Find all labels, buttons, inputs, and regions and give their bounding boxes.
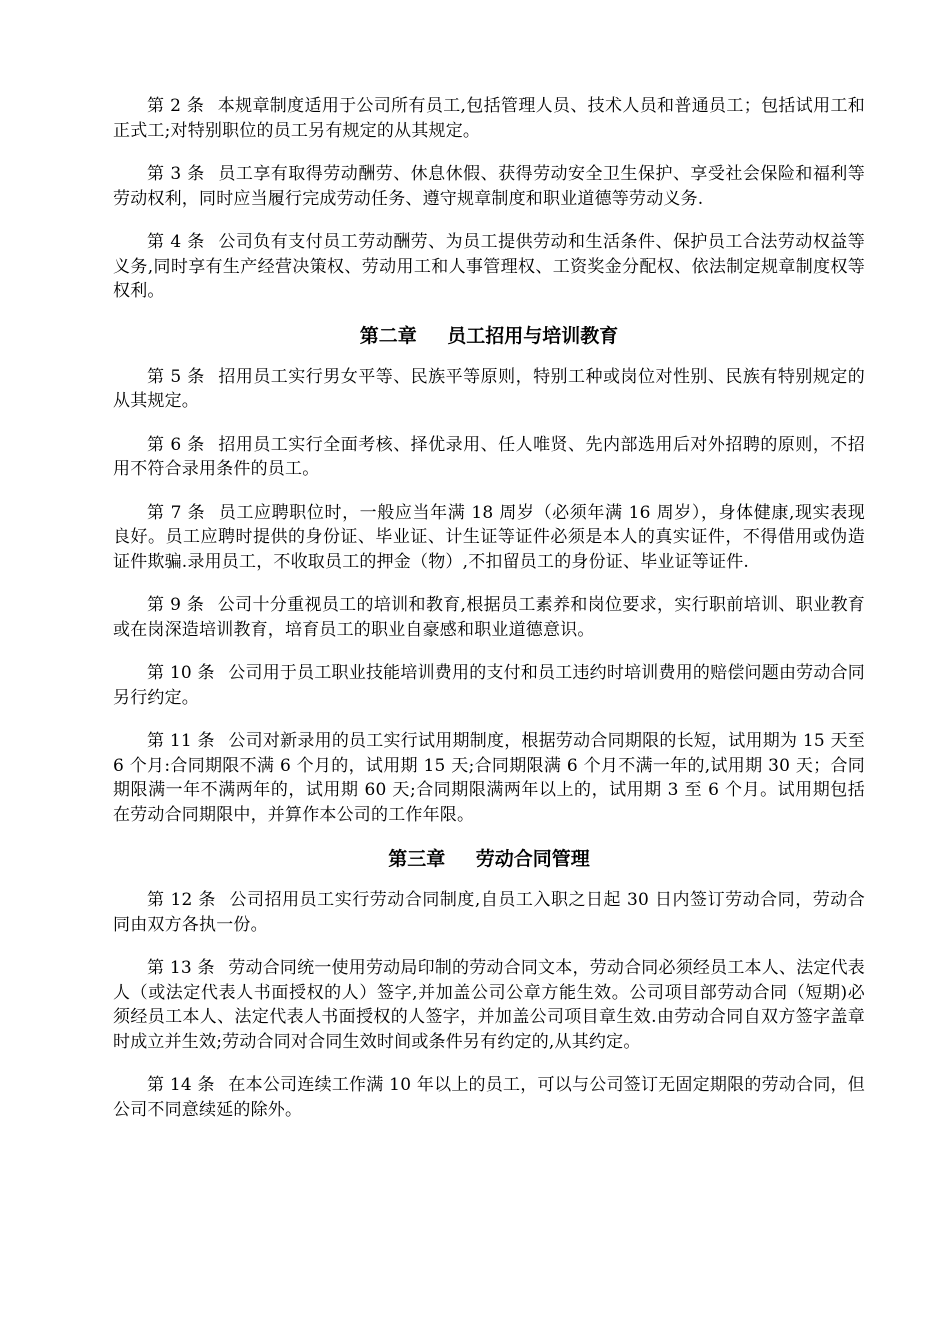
article-text: 公司招用员工实行劳动合同制度,自员工入职之日起 30 日内签订劳动合同，劳动合同由双方各执一份。	[113, 890, 865, 935]
chapter-number: 第二章	[359, 324, 417, 347]
chapter-2-heading	[113, 323, 865, 349]
article-text: 员工应聘职位时，一般应当年满 18 周岁（必须年满 16 周岁），身体健康,现实表现良好。员工应聘时提供的身份证、毕业证、计生证等证件必须是本人的真实证件，不得借用或伪造证件欺骗.录用员工，不收取员工的押金（物）,不扣留员工的身份证、毕业证等证件.	[113, 502, 865, 572]
article-text: 公司对新录用的员工实行试用期制度，根据劳动合同期限的长短，试用期为 15 天至 6 个月:合同期限不满 6 个月的，试用期 15 天;合同期限满 6 个月不满一年的,试用期 30 天；合同期限满一年不满两年的，试用期 60 天;合同期限满两年以上的，试用期 3 至 6 个月。试用期包括在劳动合同期限中，并算作本公司的工作年限。	[113, 731, 865, 825]
article-text: 在本公司连续工作满 10 年以上的员工，可以与公司签订无固定期限的劳动合同，但公司不同意续延的除外。	[113, 1075, 865, 1120]
article-4	[113, 230, 865, 304]
article-text: 公司负有支付员工劳动酬劳、为员工提供劳动和生活条件、保护员工合法劳动权益等义务,同时享有生产经营决策权、劳动用工和人事管理权、工资奖金分配权、依法制定规章制度权等权利。	[113, 232, 865, 301]
article-text: 本规章制度适用于公司所有员工,包括管理人员、技术人员和普通员工；包括试用工和正式工;对特别职位的员工另有规定的从其规定。	[113, 96, 865, 141]
article-11	[113, 729, 865, 827]
article-14	[113, 1073, 865, 1122]
article-7	[113, 501, 865, 575]
article-13	[113, 956, 865, 1054]
article-number: 第 2 条	[147, 96, 205, 116]
chapter-number: 第三章	[388, 848, 446, 870]
chapter-title: 劳动合同管理	[475, 848, 590, 870]
article-10	[113, 661, 865, 710]
chapter-title: 员工招用与培训教育	[447, 324, 619, 347]
article-5	[113, 365, 865, 414]
article-number: 第 10 条	[147, 663, 215, 683]
article-9	[113, 593, 865, 642]
document-page	[113, 94, 865, 1141]
article-text: 公司十分重视员工的培训和教育,根据员工素养和岗位要求，实行职前培训、职业教育或在岗深造培训教育，培育员工的职业自豪感和职业道德意识。	[113, 595, 865, 640]
article-number: 第 11 条	[147, 731, 215, 751]
article-number: 第 6 条	[147, 434, 205, 455]
article-text: 公司用于员工职业技能培训费用的支付和员工违约时培训费用的赔偿问题由劳动合同另行约定。	[113, 663, 866, 708]
article-number: 第 3 条	[147, 164, 205, 184]
article-number: 第 9 条	[147, 595, 205, 615]
article-number: 第 5 条	[147, 366, 205, 387]
article-2	[113, 94, 865, 143]
article-number: 第 12 条	[147, 890, 216, 910]
chapter-3-heading	[113, 846, 865, 872]
article-number: 第 13 条	[147, 958, 215, 978]
article-text: 劳动合同统一使用劳动局印制的劳动合同文本，劳动合同必须经员工本人、法定代表人（或法定代表人书面授权的人）签字,并加盖公司公章方能生效。公司项目部劳动合同（短期)必须经员工本人、法定代表人书面授权的人签字，并加盖公司项目章生效.由劳动合同自双方签字盖章时成立并生效;劳动合同对合同生效时间或条件另有约定的,从其约定。	[113, 958, 866, 1052]
article-number: 第 14 条	[147, 1075, 215, 1095]
article-text: 员工享有取得劳动酬劳、休息休假、获得劳动安全卫生保护、享受社会保险和福利等劳动权利，同时应当履行完成劳动任务、遵守规章制度和职业道德等劳动义务.	[113, 164, 865, 209]
article-number: 第 7 条	[147, 502, 206, 523]
article-text: 招用员工实行男女平等、民族平等原则，特别工种或岗位对性别、民族有特别规定的从其规定。	[113, 366, 865, 411]
article-text: 招用员工实行全面考核、择优录用、任人唯贤、先内部选用后对外招聘的原则，不招用不符合录用条件的员工。	[113, 434, 865, 479]
article-number: 第 4 条	[147, 232, 205, 252]
article-6	[113, 433, 865, 482]
article-3	[113, 162, 865, 211]
article-12	[113, 888, 865, 937]
